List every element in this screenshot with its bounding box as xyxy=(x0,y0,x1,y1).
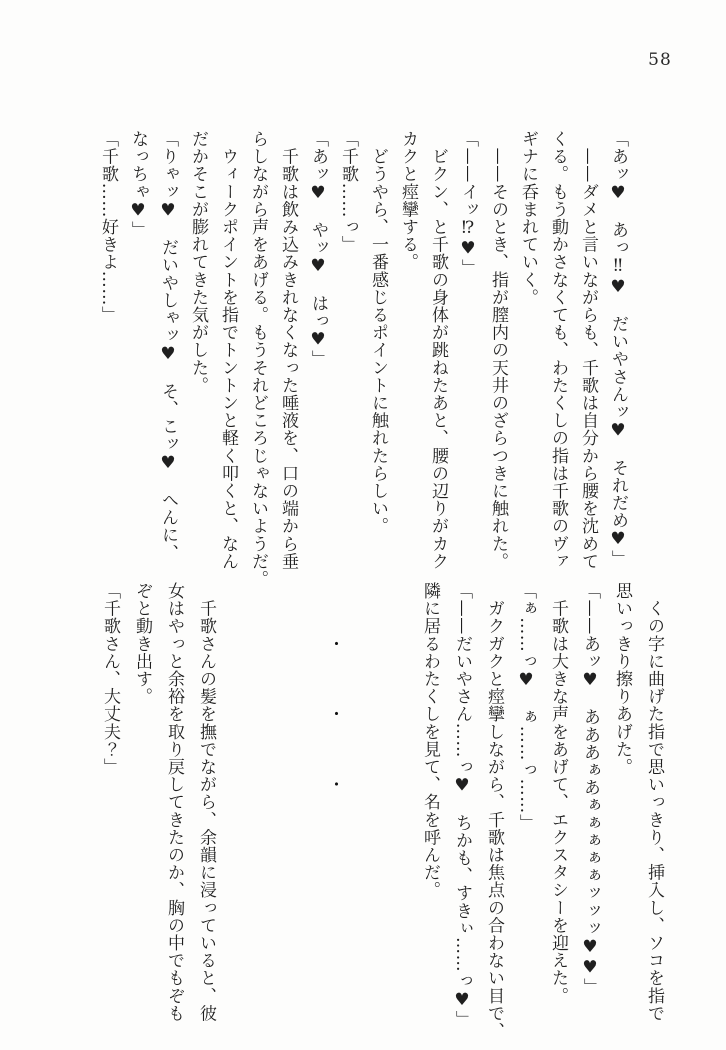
blank-column xyxy=(350,582,382,1030)
scene-break-dots: ・ ・ ・ xyxy=(324,582,344,794)
text-column: ギナに呑まれていく。 xyxy=(518,130,538,306)
text-column: くる。もう動かさなくても、わたくしの指は千歌のヴァ xyxy=(548,130,568,570)
text-column: ウィークポイントを指でトントンと軽く叩くと、なん xyxy=(218,130,238,570)
text-column: 「あッ♥ やッ♥ はっ♥」 xyxy=(308,130,328,368)
text-column: くの字に曲げた指で思いっきり、挿入し、ソコを指で xyxy=(644,582,664,1022)
text-column: だかそこが膨れてきた気がした。 xyxy=(188,130,208,394)
text-column: 思いっきり擦りあげた。 xyxy=(612,582,632,776)
text-column: ぞと動き出す。 xyxy=(132,582,152,706)
text-column: 「——あッ♥ あああぁあぁぁぁぁぁッッッ♥♥」 xyxy=(580,582,600,996)
text-column: ガクガクと痙攣しながら、千歌は焦点の合わない目で、 xyxy=(484,582,504,1040)
text-column: 「——だいやさん……っ♥ ちかも、すきぃ……っ♥」 xyxy=(452,582,472,1028)
blank-column xyxy=(222,582,254,1030)
text-column: なっちゃ♥」 xyxy=(128,130,148,239)
text-column: どうやら、一番感じるポイントに触れたらしい。 xyxy=(368,130,388,535)
text-column: 隣に居るわたくしを見て、名を呼んだ。 xyxy=(420,582,440,899)
text-column: カクと痙攣する。 xyxy=(398,130,418,271)
text-column: 「りゃッ♥ だいやしゃッ♥ そ、こッ♥ へんに、 xyxy=(158,130,178,562)
text-column: 千歌は飲み込みきれなくなった唾液を、口の端から垂 xyxy=(278,130,298,570)
lower-text-block xyxy=(94,582,670,1040)
text-column: ビクン、と千歌の身体が跳ねたあと、腰の辺りがカク xyxy=(428,130,448,570)
text-column: ——ダメと言いながらも、千歌は自分から腰を沈めて xyxy=(578,130,598,570)
blank-column xyxy=(382,582,414,1030)
text-column: らしながら声をあげる。もうそれどころじゃないようだ。 xyxy=(248,130,268,588)
text-column: 女はやっと余裕を取り戻してきたのか、胸の中でもぞも xyxy=(164,582,184,1022)
upper-text-block xyxy=(93,130,633,588)
text-column: 「千歌……っ」 xyxy=(338,130,358,254)
text-column: 「千歌さん、大丈夫？」 xyxy=(100,582,120,776)
blank-column xyxy=(286,582,318,1030)
text-column: 「千歌……好きよ……」 xyxy=(98,130,118,324)
text-column: 「——イッ⁉♥」 xyxy=(458,130,478,277)
blank-column xyxy=(254,582,286,1030)
text-column: 「あッ♥ あっ‼♥ だいやさんッ♥ それだめ♥」 xyxy=(608,130,628,568)
text-column: 「ぁ……っ♥ ぁ……っ……」 xyxy=(516,582,536,832)
page-number: 58 xyxy=(648,50,672,70)
text-column: ——そのとき、指が膣内の天井のざらつきに触れた。 xyxy=(488,130,508,570)
text-column: 千歌は大きな声をあげて、エクスタシーを迎えた。 xyxy=(548,582,568,1005)
text-column: 千歌さんの髪を撫でながら、余韻に浸っていると、彼 xyxy=(196,582,216,1022)
